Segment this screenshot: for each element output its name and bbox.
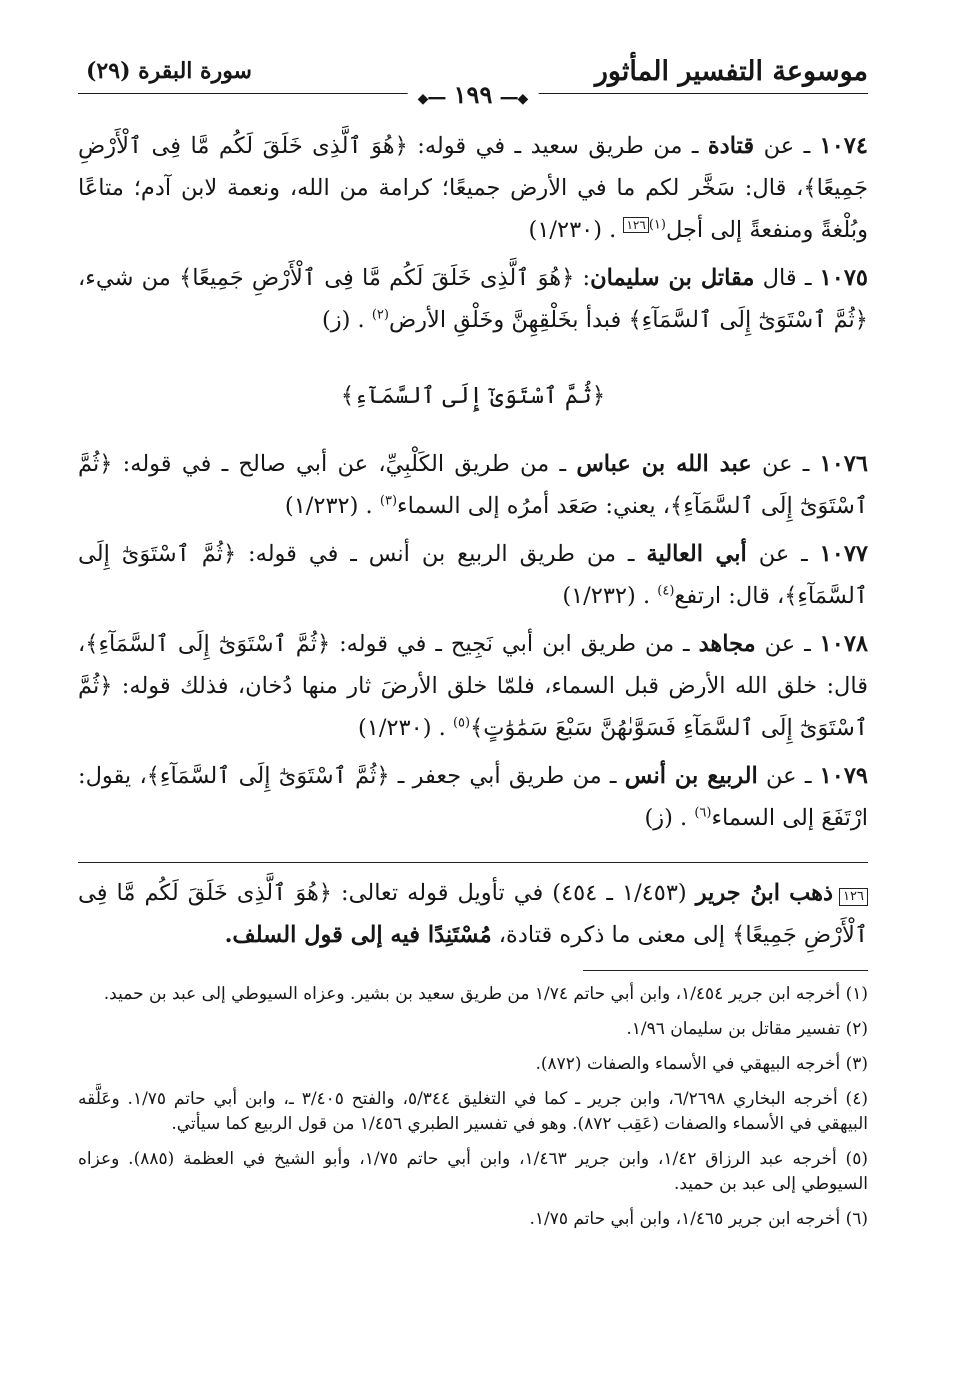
ornament-left: ━━◆ xyxy=(417,91,446,107)
note-author: ابنُ جرير xyxy=(695,880,781,906)
footnote-2: (٢) تفسير مقاتل بن سليمان ١/٩٦. xyxy=(626,1019,868,1039)
entry-ref: . (١/٢٣٠) xyxy=(357,715,446,741)
entry-1077: ١٠٧٧ ـ عن أبي العالية ـ من طريق الربيع بن أنس ـ في قوله: ﴿ثُمَّ ٱسْتَوَىٰٓ إِلَى ٱلسَّمَآءِ﴾، قال: ارتفع$^{(٤)}$ . (١/٢٣٢) xyxy=(78,541,868,609)
surah-label: سورة البقرة (٢٩) xyxy=(86,58,252,84)
book-title: موسوعة التفسير المأثور xyxy=(594,56,868,87)
footnote-ref[interactable]: (٢) xyxy=(371,307,389,323)
note-divider xyxy=(78,862,868,863)
footnotes xyxy=(78,982,868,1242)
footnote-ref[interactable]: (١) xyxy=(648,217,666,233)
entry-1074: ١٠٧٤ ـ عن قتادة ـ من طريق سعيد ـ في قوله: ﴿هُوَ ٱلَّذِى خَلَقَ لَكُم مَّا فِى ٱلْأَرْضِ جَمِيعًا﴾، قال: سَخَّر لكم ما في الأرض جميعًا؛ كرامة من الله، ونعمة لابن آدم؛ متاعًا وبُلْغةً ومنفعةً إلى أجل$^{(١)}$١٢٦ . (١/٢٣٠) xyxy=(78,133,868,243)
entry-text: من طريق ابن أبي نَجِيح ـ في قوله: ﴿ثُمَّ ٱسْتَوَىٰٓ إِلَى ٱلسَّمَآءِ﴾، قال: خلق الله الأرض قبل السماء، فلمّا خلق الأرضَ ثار منها دُخان، فذلك قوله: ﴿ثُمَّ ٱسْتَوَىٰٓ إِلَى ٱلسَّمَآءِ فَسَوَّىٰهُنَّ سَبْعَ سَمَٰوَٰتٍ﴾ xyxy=(78,631,869,741)
page-header xyxy=(78,56,868,109)
footnote-4: (٤) أخرجه البخاري ٦/٢٦٩٨، وابن جرير ـ كما في التغليق ٥/٣٤٤، والفتح ٣/٤٠٥ ـ، وابن أبي حاتم ١/٧٥. وعَلَّقه البيهقي في الأسماء والصفات (عَقِب ٨٧٢). وهو في تفسير الطبري ١/٤٥٦ من قول الربيع كما سيأتي. xyxy=(78,1089,868,1134)
page-number-block xyxy=(408,80,539,109)
footnote-ref[interactable]: (٦) xyxy=(694,805,712,821)
entry-text: من طريق سعيد ـ في قوله: ﴿هُوَ ٱلَّذِى خَلَقَ لَكُم مَّا فِى ٱلْأَرْضِ جَمِيعًا﴾، قال: سَخَّر لكم ما في الأرض جميعًا؛ كرامة من الله، ونعمة لابن آدم؛ متاعًا وبُلْغةً ومنفعةً إلى أجل xyxy=(78,133,868,243)
entry-text: من طريق الربيع بن أنس ـ في قوله: ﴿ثُمَّ ٱسْتَوَىٰٓ إِلَى ٱلسَّمَآءِ﴾، قال: ارتفع xyxy=(78,541,868,609)
entry-ref: . (١/٢٣٢) xyxy=(284,493,373,519)
note-closing: مُسْتَنِدًا فيه إلى قول السلف. xyxy=(224,922,492,948)
footnote-ref[interactable]: (٤) xyxy=(657,583,675,599)
footnote-ref[interactable]: (٥) xyxy=(452,715,471,731)
entry-author: مجاهد xyxy=(698,631,756,657)
entry-number: ١٠٧٤ xyxy=(819,133,868,159)
entry-text: من طريق الكَلْبِيِّ، عن أبي صالح ـ في قوله: ﴿ثُمَّ ٱسْتَوَىٰٓ إِلَى ٱلسَّمَآءِ﴾، يعني: صَعَد أمرُه إلى السماء xyxy=(78,451,868,519)
entry-number: ١٠٧٦ xyxy=(819,451,868,477)
entry-1079: ١٠٧٩ ـ عن الربيع بن أنس ـ من طريق أبي جعفر ـ ﴿ثُمَّ ٱسْتَوَىٰٓ إِلَى ٱلسَّمَآءِ﴾، يقول: ارْتَفَعَ إلى السماء$^{(٦)}$ . (ز) xyxy=(78,763,869,831)
entry-number: ١٠٧٩ xyxy=(819,763,869,789)
entry-author: الربيع بن أنس xyxy=(624,763,758,789)
footnote-1: (١) أخرجه ابن جرير ١/٤٥٤، وابن أبي حاتم ١/٧٤ من طريق سعيد بن بشير. وعزاه السيوطي إلى عبد بن حميد. xyxy=(103,984,868,1004)
entry-author: أبي العالية xyxy=(646,541,747,567)
commentary-note xyxy=(78,872,868,956)
entry-1078: ١٠٧٨ ـ عن مجاهد ـ من طريق ابن أبي نَجِيح ـ في قوله: ﴿ثُمَّ ٱسْتَوَىٰٓ إِلَى ٱلسَّمَآءِ﴾، قال: خلق الله الأرض قبل السماء، فلمّا خلق الأرضَ ثار منها دُخان، فذلك قوله: ﴿ثُمَّ ٱسْتَوَىٰٓ إِلَى ٱلسَّمَآءِ فَسَوَّىٰهُنَّ سَبْعَ سَمَٰوَٰتٍ﴾$^{(٥)}$ . (١/٢٣٠) xyxy=(78,631,869,741)
entry-ref: . (ز) xyxy=(321,307,365,333)
entry-text: : ﴿هُوَ ٱلَّذِى خَلَقَ لَكُم مَّا فِى ٱلْأَرْضِ جَمِيعًا﴾ من شيء، ﴿ثُمَّ ٱسْتَوَىٰٓ إِلَى ٱلسَّمَآءِ﴾ فبدأ بخَلْقِهِنَّ وخَلْقِ الأرض xyxy=(78,265,868,333)
entry-author: عبد الله بن عباس xyxy=(576,451,752,477)
entry-1075: ١٠٧٥ ـ قال مقاتل بن سليمان: ﴿هُوَ ٱلَّذِى خَلَقَ لَكُم مَّا فِى ٱلْأَرْضِ جَمِيعًا﴾ من شيء، ﴿ثُمَّ ٱسْتَوَىٰٓ إِلَى ٱلسَّمَآءِ﴾ فبدأ بخَلْقِهِنَّ وخَلْقِ الأرض$^{(٢)}$ . (ز) xyxy=(78,265,868,333)
entry-number: ١٠٧٥ xyxy=(819,265,868,291)
note-marker[interactable]: ١٢٦ xyxy=(623,217,648,233)
section-title: ﴿ثُمَّ ٱسْتَوَىٰٓ إِلَى ٱلسَّمَآءِ﴾ xyxy=(340,383,606,409)
footnote-ref[interactable]: (٣) xyxy=(379,493,398,509)
entry-ref: . (ز) xyxy=(644,805,688,831)
footnote-6: (٦) أخرجه ابن جرير ١/٤٦٥، وابن أبي حاتم ١/٧٥. xyxy=(529,1209,868,1229)
entry-ref: . (١/٢٣٠) xyxy=(528,217,617,243)
footnote-3: (٣) أخرجه البيهقي في الأسماء والصفات (٨٧٢). xyxy=(535,1054,868,1074)
page-body xyxy=(78,125,868,845)
entry-number: ١٠٧٨ xyxy=(819,631,868,657)
ornament-right: ◆━━ xyxy=(500,91,529,107)
entry-text: من طريق أبي جعفر ـ ﴿ثُمَّ ٱسْتَوَىٰٓ إِلَى ٱلسَّمَآءِ﴾، يقول: ارْتَفَعَ إلى السماء xyxy=(78,763,868,831)
note-text: (١/٤٥٣ ـ ٤٥٤) في تأويل قوله تعالى: ﴿هُوَ ٱلَّذِى خَلَقَ لَكُم مَّا فِى ٱلْأَرْضِ جَمِيعًا﴾ إلى معنى ما ذكره قتادة، xyxy=(78,880,868,948)
page-number: ١٩٩ xyxy=(453,80,493,109)
note-lead: ذهب xyxy=(789,880,834,906)
footnote-5: (٥) أخرجه عبد الرزاق ١/٤٢، وابن جرير ١/٤٦٣، وابن أبي حاتم ١/٧٥، وأبو الشيخ في العظمة (٨٨٥). وعزاه السيوطي إلى عبد بن حميد. xyxy=(78,1149,868,1194)
entry-author: قتادة xyxy=(707,133,755,159)
entry-author: مقاتل بن سليمان xyxy=(590,265,755,291)
footnotes-divider xyxy=(583,970,868,971)
entry-ref: . (١/٢٣٢) xyxy=(562,583,651,609)
note-marker[interactable]: ١٢٦ xyxy=(839,888,868,906)
entry-1076: ١٠٧٦ ـ عن عبد الله بن عباس ـ من طريق الكَلْبِيِّ، عن أبي صالح ـ في قوله: ﴿ثُمَّ ٱسْتَوَىٰٓ إِلَى ٱلسَّمَآءِ﴾، يعني: صَعَد أمرُه إلى السماء$^{(٣)}$ . (١/٢٣٢) xyxy=(78,451,868,519)
entry-number: ١٠٧٧ xyxy=(819,541,868,567)
